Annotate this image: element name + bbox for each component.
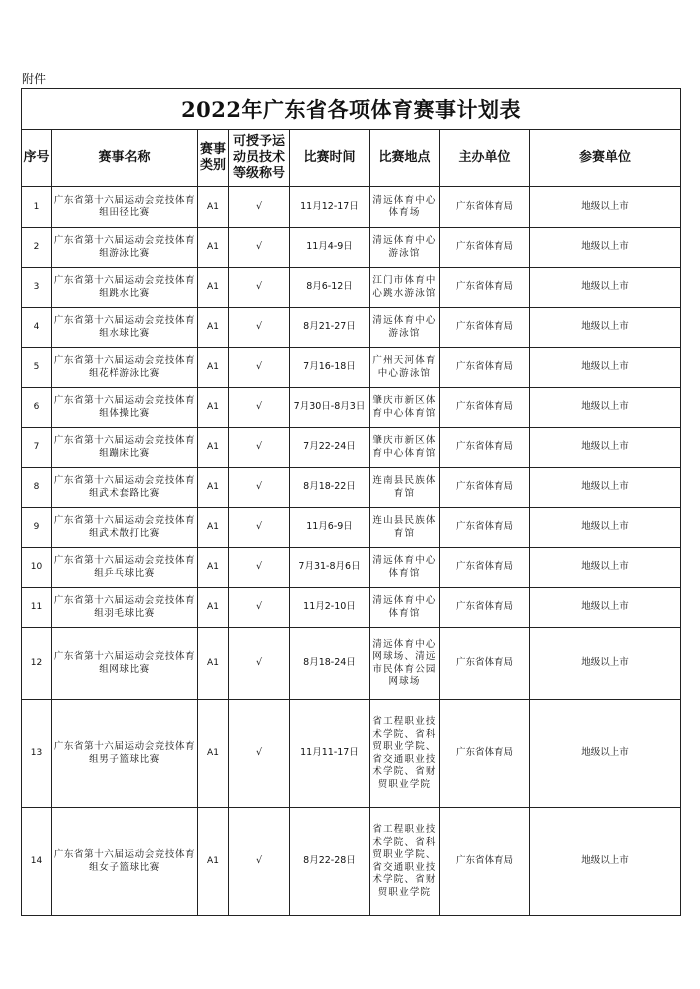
table-row (22, 548, 681, 588)
cell-award: √ (229, 348, 290, 388)
cell-organizer: 广东省体育局 (440, 428, 530, 468)
header-time: 比赛时间 (290, 130, 370, 187)
cell-time: 7月31-8月6日 (290, 548, 370, 588)
cell-time: 7月22-24日 (290, 428, 370, 468)
cell-participants: 地级以上市 (530, 508, 681, 548)
cell-category: A1 (198, 428, 229, 468)
header-name: 赛事名称 (52, 130, 198, 187)
cell-category: A1 (198, 588, 229, 628)
cell-seq: 5 (22, 348, 52, 388)
cell-award: √ (229, 468, 290, 508)
cell-category: A1 (198, 628, 229, 700)
cell-venue: 清远体育中心网球场、清远市民体育公园网球场 (370, 628, 440, 700)
cell-time: 11月11-17日 (290, 700, 370, 808)
cell-participants: 地级以上市 (530, 268, 681, 308)
table-row (22, 508, 681, 548)
cell-category: A1 (198, 388, 229, 428)
cell-organizer: 广东省体育局 (440, 808, 530, 916)
cell-organizer: 广东省体育局 (440, 187, 530, 228)
cell-time: 7月30日-8月3日 (290, 388, 370, 428)
cell-award: √ (229, 588, 290, 628)
table-row (22, 468, 681, 508)
cell-award: √ (229, 187, 290, 228)
cell-organizer: 广东省体育局 (440, 388, 530, 428)
header-venue: 比赛地点 (370, 130, 440, 187)
table-row (22, 348, 681, 388)
cell-participants: 地级以上市 (530, 187, 681, 228)
cell-seq: 13 (22, 700, 52, 808)
cell-organizer: 广东省体育局 (440, 588, 530, 628)
cell-name: 广东省第十六届运动会竞技体育组体操比赛 (52, 388, 198, 428)
cell-participants: 地级以上市 (530, 628, 681, 700)
cell-participants: 地级以上市 (530, 588, 681, 628)
cell-category: A1 (198, 468, 229, 508)
cell-category: A1 (198, 308, 229, 348)
cell-seq: 6 (22, 388, 52, 428)
cell-time: 11月2-10日 (290, 588, 370, 628)
header-row (22, 130, 681, 187)
cell-venue: 连南县民族体育馆 (370, 468, 440, 508)
cell-seq: 14 (22, 808, 52, 916)
cell-participants: 地级以上市 (530, 468, 681, 508)
cell-seq: 9 (22, 508, 52, 548)
attachment-label: 附件 (22, 72, 47, 86)
cell-category: A1 (198, 548, 229, 588)
cell-category: A1 (198, 508, 229, 548)
cell-time: 8月18-24日 (290, 628, 370, 700)
cell-seq: 10 (22, 548, 52, 588)
cell-organizer: 广东省体育局 (440, 348, 530, 388)
cell-participants: 地级以上市 (530, 808, 681, 916)
cell-category: A1 (198, 348, 229, 388)
cell-seq: 12 (22, 628, 52, 700)
table-row (22, 268, 681, 308)
cell-time: 11月4-9日 (290, 228, 370, 268)
table-row (22, 228, 681, 268)
cell-award: √ (229, 308, 290, 348)
cell-organizer: 广东省体育局 (440, 700, 530, 808)
header-organizer: 主办单位 (440, 130, 530, 187)
cell-category: A1 (198, 808, 229, 916)
cell-time: 8月6-12日 (290, 268, 370, 308)
cell-award: √ (229, 700, 290, 808)
table-row (22, 588, 681, 628)
cell-category: A1 (198, 700, 229, 808)
cell-category: A1 (198, 187, 229, 228)
cell-name: 广东省第十六届运动会竞技体育组跳水比赛 (52, 268, 198, 308)
cell-venue: 连山县民族体育馆 (370, 508, 440, 548)
cell-name: 广东省第十六届运动会竞技体育组武术套路比赛 (52, 468, 198, 508)
cell-seq: 11 (22, 588, 52, 628)
header-award: 可授予运动员技术等级称号 (229, 130, 290, 187)
cell-time: 11月6-9日 (290, 508, 370, 548)
cell-venue: 江门市体育中心跳水游泳馆 (370, 268, 440, 308)
table-title: 2022年广东省各项体育赛事计划表 (22, 89, 681, 130)
cell-seq: 4 (22, 308, 52, 348)
cell-award: √ (229, 628, 290, 700)
cell-organizer: 广东省体育局 (440, 268, 530, 308)
cell-participants: 地级以上市 (530, 348, 681, 388)
cell-name: 广东省第十六届运动会竞技体育组蹦床比赛 (52, 428, 198, 468)
cell-name: 广东省第十六届运动会竞技体育组田径比赛 (52, 187, 198, 228)
cell-seq: 3 (22, 268, 52, 308)
cell-organizer: 广东省体育局 (440, 308, 530, 348)
cell-venue: 省工程职业技术学院、省科贸职业学院、省交通职业技术学院、省财贸职业学院 (370, 808, 440, 916)
cell-time: 7月16-18日 (290, 348, 370, 388)
cell-award: √ (229, 388, 290, 428)
table-body (22, 187, 681, 916)
cell-seq: 8 (22, 468, 52, 508)
cell-award: √ (229, 508, 290, 548)
cell-name: 广东省第十六届运动会竞技体育组网球比赛 (52, 628, 198, 700)
cell-award: √ (229, 228, 290, 268)
cell-venue: 肇庆市新区体育中心体育馆 (370, 428, 440, 468)
cell-time: 8月21-27日 (290, 308, 370, 348)
table-row (22, 187, 681, 228)
cell-name: 广东省第十六届运动会竞技体育组乒乓球比赛 (52, 548, 198, 588)
header-seq: 序号 (22, 130, 52, 187)
cell-participants: 地级以上市 (530, 428, 681, 468)
cell-category: A1 (198, 268, 229, 308)
cell-organizer: 广东省体育局 (440, 228, 530, 268)
cell-venue: 清远体育中心体育馆 (370, 548, 440, 588)
table-row (22, 308, 681, 348)
cell-venue: 清远体育中心体育场 (370, 187, 440, 228)
cell-venue: 广州天河体育中心游泳馆 (370, 348, 440, 388)
cell-seq: 2 (22, 228, 52, 268)
schedule-table (21, 88, 681, 916)
cell-name: 广东省第十六届运动会竞技体育组女子篮球比赛 (52, 808, 198, 916)
cell-participants: 地级以上市 (530, 548, 681, 588)
cell-time: 8月18-22日 (290, 468, 370, 508)
cell-participants: 地级以上市 (530, 388, 681, 428)
cell-award: √ (229, 268, 290, 308)
cell-venue: 清远体育中心游泳馆 (370, 228, 440, 268)
cell-award: √ (229, 428, 290, 468)
table-row (22, 808, 681, 916)
cell-category: A1 (198, 228, 229, 268)
cell-time: 11月12-17日 (290, 187, 370, 228)
cell-venue: 清远体育中心体育馆 (370, 588, 440, 628)
cell-participants: 地级以上市 (530, 308, 681, 348)
table-row (22, 700, 681, 808)
table-row (22, 388, 681, 428)
cell-time: 8月22-28日 (290, 808, 370, 916)
cell-organizer: 广东省体育局 (440, 508, 530, 548)
cell-award: √ (229, 548, 290, 588)
cell-name: 广东省第十六届运动会竞技体育组武术散打比赛 (52, 508, 198, 548)
cell-award: √ (229, 808, 290, 916)
header-category: 赛事类别 (198, 130, 229, 187)
cell-venue: 清远体育中心游泳馆 (370, 308, 440, 348)
cell-venue: 肇庆市新区体育中心体育馆 (370, 388, 440, 428)
cell-participants: 地级以上市 (530, 228, 681, 268)
table-row (22, 428, 681, 468)
cell-organizer: 广东省体育局 (440, 628, 530, 700)
header-participants: 参赛单位 (530, 130, 681, 187)
cell-name: 广东省第十六届运动会竞技体育组男子篮球比赛 (52, 700, 198, 808)
cell-seq: 1 (22, 187, 52, 228)
cell-organizer: 广东省体育局 (440, 548, 530, 588)
cell-participants: 地级以上市 (530, 700, 681, 808)
cell-name: 广东省第十六届运动会竞技体育组游泳比赛 (52, 228, 198, 268)
cell-name: 广东省第十六届运动会竞技体育组水球比赛 (52, 308, 198, 348)
cell-name: 广东省第十六届运动会竞技体育组花样游泳比赛 (52, 348, 198, 388)
cell-name: 广东省第十六届运动会竞技体育组羽毛球比赛 (52, 588, 198, 628)
cell-seq: 7 (22, 428, 52, 468)
cell-venue: 省工程职业技术学院、省科贸职业学院、省交通职业技术学院、省财贸职业学院 (370, 700, 440, 808)
cell-organizer: 广东省体育局 (440, 468, 530, 508)
table-row (22, 628, 681, 700)
